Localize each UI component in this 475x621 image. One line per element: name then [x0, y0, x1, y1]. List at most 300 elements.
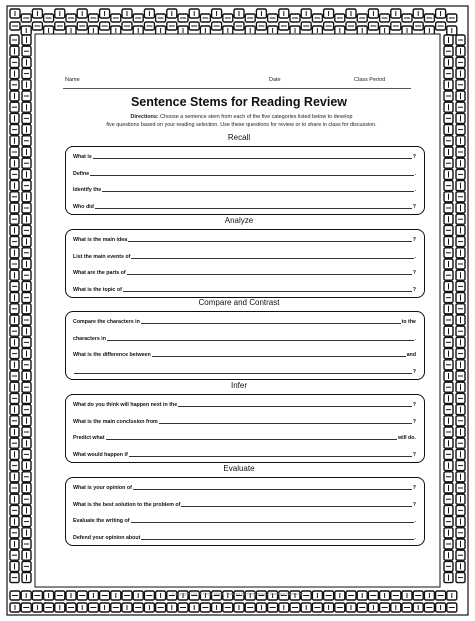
answer-blank-line[interactable] — [131, 257, 413, 259]
chain-link — [312, 14, 322, 22]
answer-blank-line[interactable] — [141, 322, 401, 324]
chain-link — [391, 9, 401, 18]
sentence-stem-row[interactable] — [73, 532, 416, 541]
chain-link — [413, 9, 423, 18]
chain-link — [391, 22, 401, 30]
chain-link — [444, 326, 453, 336]
chain-link — [357, 603, 367, 612]
chain-link — [456, 528, 465, 538]
chain-link — [10, 9, 20, 18]
sentence-stem-ending: ? — [412, 270, 416, 276]
chain-link — [223, 14, 233, 22]
chain-link — [444, 158, 453, 168]
chain-link — [122, 603, 132, 612]
chain-link — [22, 225, 31, 235]
copyright-footer: Copyright ©2016 Chad Marin, Teacher Worker | www.2TeachingTools.com — [171, 591, 304, 596]
chain-link — [10, 147, 19, 157]
chain-link — [444, 528, 453, 538]
chain-link — [10, 203, 19, 213]
chain-link — [22, 483, 31, 493]
chain-link — [10, 382, 19, 392]
chain-link — [10, 304, 19, 314]
chain-link — [413, 22, 423, 30]
chain-link — [10, 270, 19, 280]
chain-link — [256, 603, 266, 612]
sentence-stem-label: What is your opinion of — [73, 485, 132, 491]
section-box-infer — [65, 394, 425, 463]
chain-link — [444, 270, 453, 280]
chain-link — [10, 113, 19, 123]
chain-link — [444, 505, 453, 515]
chain-link — [444, 416, 453, 426]
chain-link — [212, 603, 222, 612]
answer-blank-line[interactable] — [127, 273, 412, 275]
section-box-compare-and-contrast — [65, 311, 425, 380]
chain-link — [301, 22, 311, 30]
sentence-stem-label: What is the best solution to the problem of — [73, 501, 181, 508]
chain-link — [456, 349, 465, 359]
chain-link — [22, 528, 31, 538]
student-info-header — [57, 77, 425, 89]
header-rule — [63, 88, 411, 89]
chain-link — [55, 603, 65, 612]
chain-link — [144, 22, 154, 30]
sentence-stem-label: What are the parts of — [73, 270, 126, 276]
sentence-stem-label: Define — [73, 170, 90, 177]
sentence-stem-row[interactable] — [73, 151, 416, 160]
chain-link — [144, 9, 154, 18]
chain-link — [22, 517, 31, 527]
page-title: Sentence Stems for Reading Review — [130, 95, 348, 109]
chain-link — [444, 550, 453, 560]
chain-link — [10, 603, 20, 612]
chain-link — [167, 22, 177, 30]
chain-link — [444, 203, 453, 213]
sentence-stem-label: What is the difference between — [73, 352, 151, 358]
chain-link — [444, 371, 453, 381]
sentence-stem-row[interactable] — [73, 234, 416, 243]
sentence-stem-label: What do you think will happen next in the — [73, 402, 178, 408]
chain-link — [456, 147, 465, 157]
chain-link — [22, 214, 31, 224]
chain-link — [22, 561, 31, 571]
chain-link — [456, 237, 465, 247]
chain-link — [456, 393, 465, 403]
chain-link — [456, 181, 465, 191]
chain-link — [22, 438, 31, 448]
chain-link — [444, 573, 453, 583]
sentence-stem-row[interactable] — [73, 184, 416, 193]
chain-link — [456, 46, 465, 56]
worksheet-content — [53, 75, 425, 575]
chain-link — [10, 125, 19, 135]
answer-blank-line[interactable] — [129, 455, 412, 457]
sentence-stem-label: Identify the — [73, 187, 102, 193]
chain-link — [32, 603, 42, 612]
chain-link — [456, 102, 465, 112]
chain-link — [456, 259, 465, 269]
sentence-stem-label: characters in — [73, 335, 106, 342]
chain-link — [144, 603, 154, 612]
chain-link — [22, 102, 31, 112]
sentence-stem-label: What is the main conclusion from — [73, 418, 158, 425]
chain-link — [10, 438, 19, 448]
date-label: Date — [269, 77, 281, 83]
answer-blank-line[interactable] — [102, 190, 413, 192]
chain-link — [456, 483, 465, 493]
answer-blank-line[interactable] — [133, 488, 412, 490]
chain-link — [22, 69, 31, 79]
chain-link — [22, 337, 31, 347]
chain-link — [22, 405, 31, 415]
chain-link — [22, 147, 31, 157]
chain-link — [178, 603, 188, 612]
answer-blank-line[interactable] — [152, 355, 406, 357]
chain-link — [245, 14, 255, 22]
sentence-stem-row[interactable] — [73, 482, 416, 491]
chain-link — [444, 225, 453, 235]
chain-link — [22, 539, 31, 549]
answer-blank-line[interactable] — [93, 157, 412, 159]
chain-link — [212, 22, 222, 30]
chain-link — [10, 80, 19, 90]
answer-blank-line[interactable] — [107, 339, 414, 341]
chain-link — [444, 427, 453, 437]
chain-link — [444, 102, 453, 112]
chain-link — [10, 158, 19, 168]
sentence-stem-row[interactable] — [73, 366, 416, 375]
sentence-stem-ending: . — [414, 335, 416, 342]
chain-link — [447, 14, 457, 22]
sentence-stem-ending: ? — [412, 203, 416, 210]
chain-link — [456, 192, 465, 202]
chain-link — [444, 393, 453, 403]
chain-link — [456, 203, 465, 213]
sentence-stem-ending: ? — [412, 368, 416, 375]
chain-link — [456, 517, 465, 527]
chain-link — [456, 113, 465, 123]
chain-link — [444, 57, 453, 67]
chain-link — [456, 382, 465, 392]
chain-link — [10, 494, 19, 504]
chain-link — [444, 214, 453, 224]
chain-link — [122, 9, 132, 18]
chain-link — [444, 304, 453, 314]
chain-link — [21, 26, 31, 35]
sentence-stem-row[interactable] — [73, 416, 416, 425]
section-box-recall — [65, 146, 425, 215]
chain-link — [55, 9, 65, 18]
sentence-stem-ending: ? — [412, 154, 416, 160]
sentence-stem-row[interactable] — [73, 251, 416, 260]
answer-blank-line[interactable] — [128, 240, 412, 242]
chain-link — [290, 603, 300, 612]
chain-link — [22, 91, 31, 101]
chain-link — [77, 9, 87, 18]
chain-link — [10, 248, 19, 258]
chain-link — [100, 22, 110, 30]
chain-link — [444, 472, 453, 482]
chain-link — [456, 315, 465, 325]
chain-link — [22, 360, 31, 370]
chain-link — [167, 9, 177, 18]
chain-link — [234, 22, 244, 30]
chain-link — [10, 46, 19, 56]
chain-link — [10, 449, 19, 459]
chain-link — [10, 337, 19, 347]
answer-blank-line[interactable] — [159, 422, 412, 424]
chain-link — [189, 9, 199, 18]
sentence-stem-label: What would happen if — [73, 451, 128, 458]
chain-link — [22, 304, 31, 314]
chain-link — [22, 192, 31, 202]
sentence-stem-ending: ? — [412, 237, 416, 243]
answer-blank-line[interactable] — [90, 174, 413, 176]
chain-link — [380, 603, 390, 612]
chain-link — [10, 169, 19, 179]
chain-link — [256, 22, 266, 30]
chain-link — [111, 603, 121, 612]
chain-link — [77, 22, 87, 30]
chain-link — [22, 113, 31, 123]
chain-link — [32, 9, 42, 18]
class-period-label: Class Period — [354, 77, 386, 83]
chain-link — [444, 281, 453, 291]
chain-link — [444, 35, 453, 45]
sentence-stem-label: Predict what — [73, 435, 105, 441]
chain-link — [44, 14, 54, 22]
sentence-stem-row[interactable] — [73, 267, 416, 276]
chain-link — [444, 113, 453, 123]
chain-link — [444, 315, 453, 325]
chain-link — [10, 293, 19, 303]
chain-link — [268, 14, 278, 22]
sentence-stem-ending: . — [414, 518, 416, 524]
chain-link — [234, 9, 244, 18]
section-title-recall: Recall — [227, 133, 251, 142]
chain-link — [22, 393, 31, 403]
chain-link — [55, 22, 65, 30]
chain-link — [346, 603, 356, 612]
sentence-stem-label: What is the main idea — [73, 237, 128, 243]
chain-link — [22, 281, 31, 291]
chain-link — [66, 14, 76, 22]
chain-link — [21, 603, 31, 612]
chain-link — [22, 136, 31, 146]
chain-link — [10, 69, 19, 79]
chain-link — [444, 192, 453, 202]
chain-link — [357, 14, 367, 22]
directions-label: Directions: — [130, 114, 159, 120]
chain-link — [456, 371, 465, 381]
sentence-stem-row[interactable] — [73, 168, 416, 177]
sentence-stem-ending: ? — [412, 286, 416, 293]
chain-link — [10, 539, 19, 549]
chain-link — [456, 326, 465, 336]
sentence-stem-ending: to the — [401, 319, 416, 325]
chain-link — [456, 136, 465, 146]
chain-link — [22, 427, 31, 437]
chain-link — [290, 14, 300, 22]
sentence-stem-label: Evaluate the writing of — [73, 518, 130, 524]
chain-link — [234, 603, 244, 612]
chain-link — [245, 603, 255, 612]
chain-link — [444, 248, 453, 258]
chain-link — [10, 136, 19, 146]
chain-link — [391, 603, 401, 612]
chain-link — [456, 405, 465, 415]
chain-link — [21, 14, 31, 22]
sentence-stem-ending: . — [414, 534, 416, 541]
chain-link — [456, 472, 465, 482]
answer-blank-line[interactable] — [131, 521, 414, 523]
chain-link — [456, 35, 465, 45]
chain-link — [22, 573, 31, 583]
chain-link — [22, 494, 31, 504]
chain-link — [133, 603, 143, 612]
chain-link — [10, 214, 19, 224]
chain-link — [22, 505, 31, 515]
sentence-stem-ending: ? — [412, 402, 416, 408]
chain-link — [444, 539, 453, 549]
chain-link — [10, 517, 19, 527]
chain-link — [456, 304, 465, 314]
directions-text-1: Choose a sentence stem from each of the five categories listed below to develop — [160, 114, 353, 120]
chain-link — [200, 14, 210, 22]
chain-link — [10, 192, 19, 202]
answer-blank-line[interactable] — [141, 538, 413, 540]
chain-link — [312, 603, 322, 612]
chain-link — [178, 14, 188, 22]
chain-link — [10, 561, 19, 571]
chain-link — [324, 22, 334, 30]
answer-blank-line[interactable] — [123, 290, 412, 292]
chain-link — [10, 528, 19, 538]
chain-link — [444, 438, 453, 448]
section-title-analyze: Analyze — [224, 216, 254, 225]
sentence-stem-row[interactable] — [73, 333, 416, 342]
chain-link — [456, 360, 465, 370]
chain-link — [44, 603, 54, 612]
chain-link — [279, 603, 289, 612]
chain-link — [10, 393, 19, 403]
sentence-stem-row[interactable] — [73, 449, 416, 458]
sentence-stem-row[interactable] — [73, 399, 416, 408]
chain-link — [22, 259, 31, 269]
chain-link — [444, 259, 453, 269]
chain-link — [88, 603, 98, 612]
chain-link — [456, 438, 465, 448]
chain-link — [22, 158, 31, 168]
chain-link — [200, 603, 210, 612]
chain-link — [10, 371, 19, 381]
chain-link — [444, 69, 453, 79]
chain-link — [10, 573, 19, 583]
chain-link — [22, 80, 31, 90]
chain-link — [447, 26, 457, 35]
chain-link — [10, 22, 20, 30]
chain-link — [22, 326, 31, 336]
chain-link — [10, 483, 19, 493]
sentence-stem-label: What is the topic of — [73, 286, 122, 293]
name-label: Name — [65, 77, 80, 83]
chain-link — [10, 416, 19, 426]
sentence-stem-row[interactable] — [73, 201, 416, 210]
sentence-stem-row[interactable] — [73, 284, 416, 293]
chain-link — [444, 147, 453, 157]
sentence-stem-label: Compare the characters in — [73, 319, 140, 325]
chain-link — [22, 349, 31, 359]
chain-link — [279, 22, 289, 30]
chain-link — [368, 22, 378, 30]
sentence-stem-row[interactable] — [73, 432, 416, 441]
answer-blank-line[interactable] — [181, 505, 411, 507]
answer-blank-line[interactable] — [95, 207, 412, 209]
chain-link — [10, 360, 19, 370]
chain-link — [22, 35, 31, 45]
directions — [59, 114, 424, 129]
chain-link — [456, 449, 465, 459]
chain-link — [10, 237, 19, 247]
sentence-stem-row[interactable] — [73, 515, 416, 524]
chain-link — [456, 281, 465, 291]
chain-link — [444, 80, 453, 90]
chain-link — [436, 22, 446, 30]
sentence-stem-row[interactable] — [73, 316, 416, 325]
chain-link — [444, 360, 453, 370]
chain-link — [444, 46, 453, 56]
chain-link — [444, 293, 453, 303]
chain-link — [444, 181, 453, 191]
chain-link — [444, 483, 453, 493]
chain-link — [22, 203, 31, 213]
sentence-stem-row[interactable] — [73, 349, 416, 358]
chain-link — [10, 281, 19, 291]
sentence-stem-label: Who did — [73, 203, 94, 210]
chain-link — [456, 80, 465, 90]
chain-link — [413, 603, 423, 612]
chain-link — [436, 603, 446, 612]
answer-blank-line[interactable] — [74, 372, 412, 374]
section-box-evaluate — [65, 477, 425, 546]
chain-link — [335, 603, 345, 612]
chain-link — [456, 494, 465, 504]
sentence-stem-label: List the main events of — [73, 253, 131, 260]
sentence-stem-row[interactable] — [73, 499, 416, 508]
chain-link — [444, 405, 453, 415]
chain-link — [368, 9, 378, 18]
chain-link — [10, 405, 19, 415]
chain-link — [301, 603, 311, 612]
sentence-stem-ending: ? — [412, 451, 416, 458]
chain-link — [456, 416, 465, 426]
chain-link — [111, 14, 121, 22]
chain-link — [10, 102, 19, 112]
chain-link — [22, 169, 31, 179]
chain-link — [268, 603, 278, 612]
chain-link — [324, 9, 334, 18]
chain-link — [424, 14, 434, 22]
sentence-stem-ending: . — [414, 170, 416, 177]
chain-link — [444, 449, 453, 459]
chain-link — [10, 91, 19, 101]
chain-link — [456, 225, 465, 235]
answer-blank-line[interactable] — [106, 438, 398, 440]
chain-link — [456, 293, 465, 303]
answer-blank-line[interactable] — [178, 405, 412, 407]
chain-link — [444, 461, 453, 471]
chain-link — [346, 9, 356, 18]
